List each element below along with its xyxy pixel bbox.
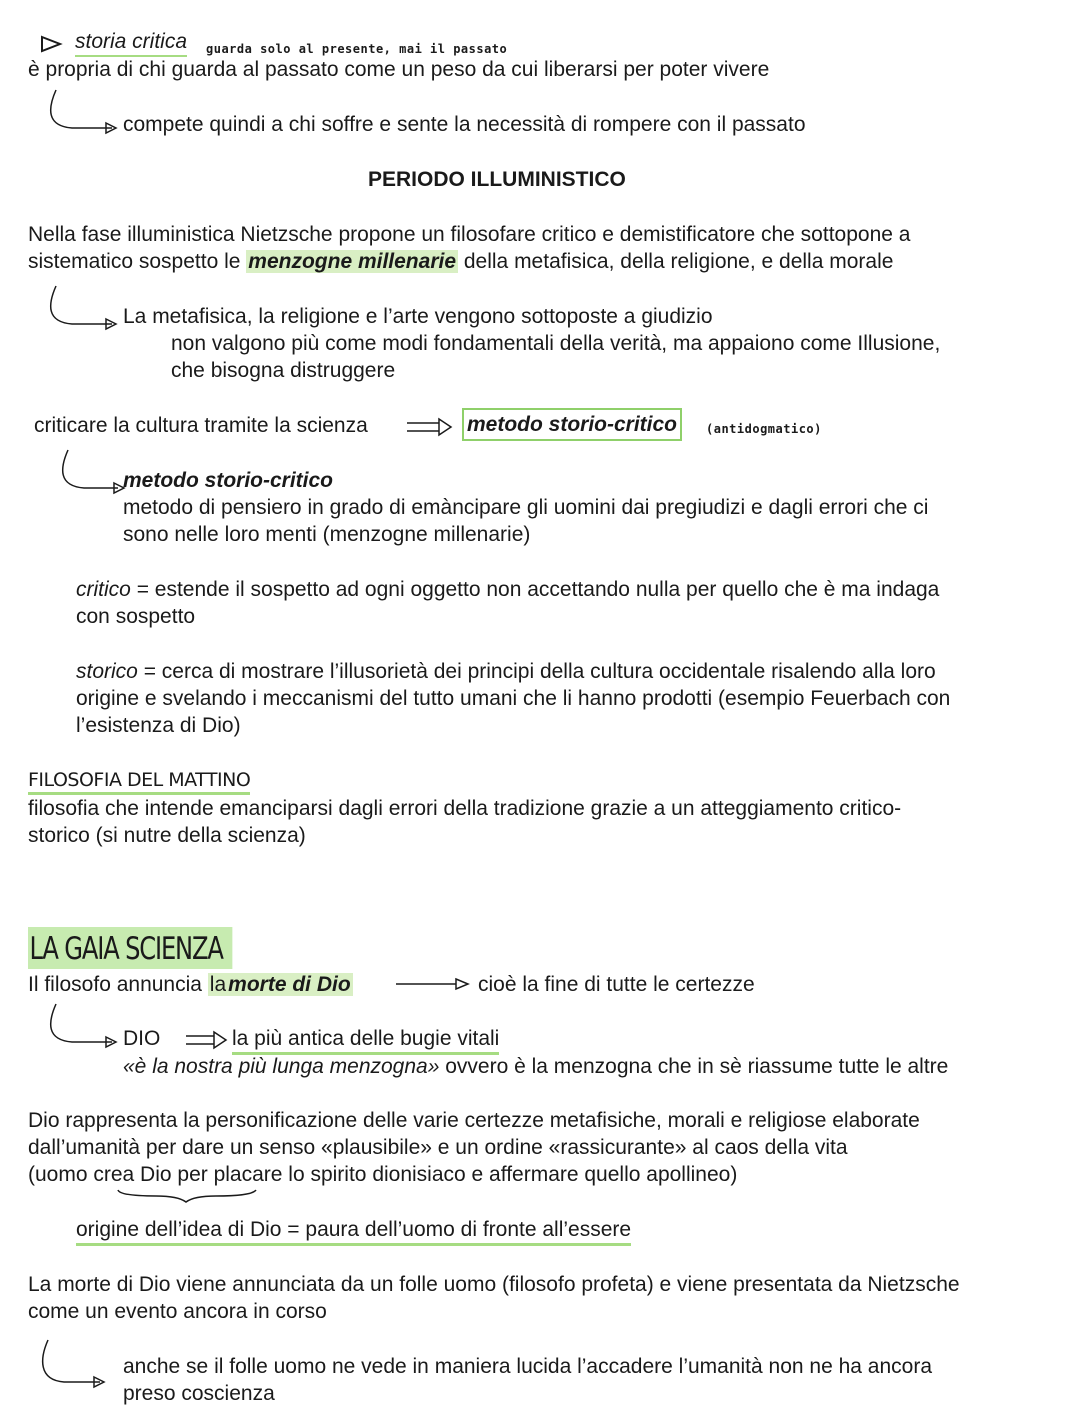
curved-arrow-icon [46,1002,122,1048]
periodo-p1-line2 [28,248,893,275]
antidogmatico-note: (antidogmatico) [706,422,822,436]
storico-line1 [76,658,936,685]
dio-label: DIO [123,1027,161,1050]
metodo-title: metodo storio-critico [123,469,334,492]
origine-line: origine dell’idea di Dio = paura dell’uomo di fronte all’essere [76,1216,631,1246]
metodo-line1: metodo di pensiero in grado di emàncipare gli uomini dai pregiudizi e dagli errori che ci [123,496,929,519]
criticare-line: criticare la cultura tramite la scienza [34,414,368,437]
gaia-p2-line1: Dio rappresenta la personificazione delle varie certezze metafisiche, morali e religiose elaborate [28,1109,920,1132]
storico-line3: l’esistenza di Dio) [76,714,241,737]
brace-icon [116,1186,258,1204]
metodo-storio-critico-box: metodo storio-critico [462,408,682,441]
critico-line2: con sospetto [76,605,196,628]
curved-arrow-icon [46,284,118,330]
critico-line1 [76,576,939,603]
handwritten-note: guarda solo al presente, mai il passato [206,42,508,56]
periodo-sub1: La metafisica, la religione e l’arte vengono sottoposte a giudizio [123,305,713,328]
gaia-sub-line1: anche se il folle uomo ne vede in maniera lucida l’accadere l’umanità non ne ha ancora [123,1355,933,1378]
storia-critica-label: storia critica [75,28,187,57]
dio-quote-post: ovvero è la menzogna che in sè riassume tutte le altre [445,1055,949,1078]
storia-critica-sub: compete quindi a chi soffre e sente la necessità di rompere con il passato [123,113,806,136]
storico-term: storico [76,660,138,683]
gaia-p3-line2: come un evento ancora in corso [28,1300,327,1323]
gaia-line1-post: cioè la fine di tutte le certezze [478,973,755,996]
gaia-p2-line2: dall’umanità per dare un senso «plausibile» e un ordine «rassicurante» al caos della vita [28,1136,848,1159]
periodo-sub3: che bisogna distruggere [171,359,396,382]
curved-arrow-icon [46,88,118,134]
morte-di-dio-highlight: morte di Dio [228,973,351,996]
dio-quote-line [123,1053,948,1080]
curved-arrow-icon [58,448,126,494]
double-arrow-icon [405,418,453,436]
mattino-line1: filosofia che intende emanciparsi dagli errori della tradizione grazie a un atteggiamento critico- [28,797,902,820]
play-triangle-icon [40,34,64,54]
section-title-mattino: FILOSOFIA DEL MATTINO [28,768,250,795]
periodo-p1-line1: Nella fase illuministica Nietzsche propone un filosofare critico e demistificatore che sottopone a [28,223,911,246]
storia-critica-line: è propria di chi guarda al passato come un peso da cui liberarsi per poter vivere [28,58,770,81]
la-highlight: la [209,973,227,996]
section-title-periodo: PERIODO ILLUMINISTICO [368,168,626,191]
p1-line2-pre: sistematico sospetto le [28,250,241,273]
long-arrow-icon [394,976,472,992]
gaia-line1 [28,971,353,998]
menzogne-millenarie-highlight: menzogne millenarie [248,250,457,273]
gaia-p2-line3: (uomo crea Dio per placare lo spirito dionisiaco e affermare quello apollineo) [28,1163,738,1186]
storico-line2: origine e svelando i meccanismi del tutto umani che li hanno prodotti (esempio Feuerbach con [76,687,951,710]
critico-term: critico [76,578,131,601]
double-arrow-icon [184,1031,232,1049]
mattino-line2: storico (si nutre della scienza) [28,824,306,847]
gaia-p3-line1: La morte di Dio viene annunciata da un folle uomo (filosofo profeta) e viene presentata da Nietzsche [28,1273,960,1296]
dio-quote: «è la nostra più lunga menzogna» [123,1055,440,1078]
p1-line2-post: della metafisica, della religione, e della morale [463,250,894,273]
gaia-sub-line2: preso coscienza [123,1382,275,1405]
periodo-sub2: non valgono più come modi fondamentali della verità, ma appaiono come Illusione, [171,332,941,355]
dio-definition: la più antica delle bugie vitali [232,1025,499,1055]
section-title-gaia-scienza: LA GAIA SCIENZA [28,927,232,969]
metodo-line2: sono nelle loro menti (menzogne millenarie) [123,523,531,546]
gaia-line1-pre: Il filosofo annuncia [28,973,202,996]
storico-def: = cerca di mostrare l’illusorietà dei principi della cultura occidentale risalendo alla loro [143,660,936,683]
curved-arrow-icon [38,1338,110,1388]
critico-def: = estende il sospetto ad ogni oggetto non accettando nulla per quello che è ma indaga [136,578,940,601]
